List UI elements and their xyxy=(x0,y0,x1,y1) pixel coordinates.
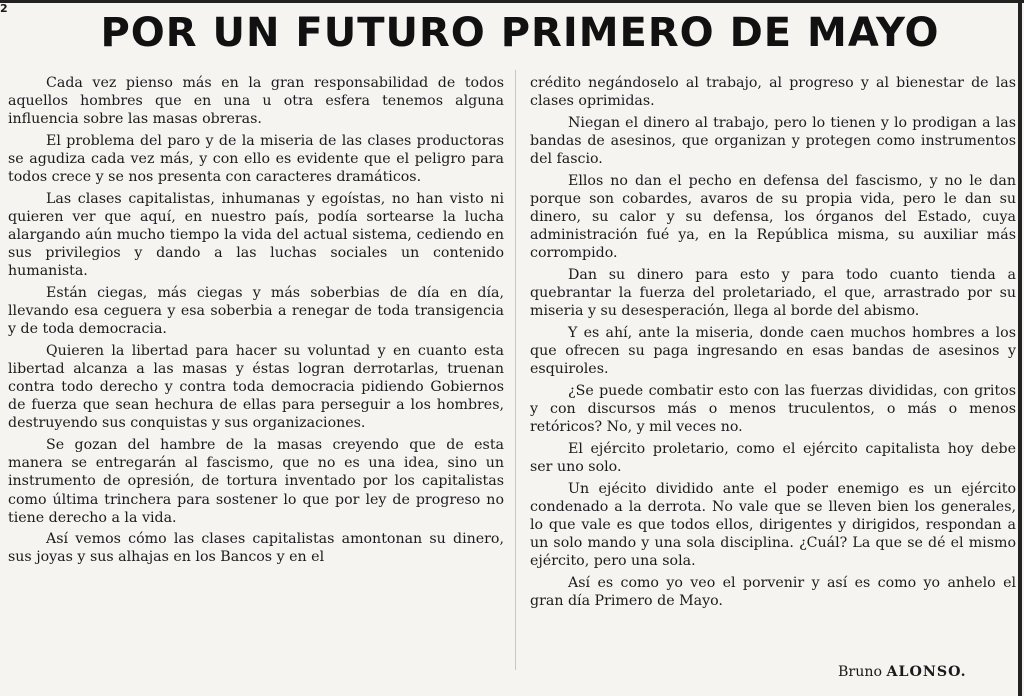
paragraph: Ellos no dan el pecho en defensa del fascismo, y no le dan porque son cobardes, avaros de su propia vida, pero le dan su dinero, su calor y su defensa, los órganos del Estado, cuya administración fué ya, en la República misma, su auxiliar más corrompido. xyxy=(530,172,1016,262)
paragraph: Se gozan del hambre de la masas creyendo que de esta manera se entregarán al fascismo, que no es una idea, sino un instrumento de opresión, de tortura inventado por los capitalistas como última trinchera para sostener lo que por ley de progreso no tiene derecho a la vida. xyxy=(8,437,504,526)
paragraph: Cada vez pienso más en la gran responsabilidad de todos aquellos hombres que en una u otra esfera tenemos alguna influencia sobre las masas obreras. xyxy=(8,75,504,128)
paragraph: Y es ahí, ante la miseria, donde caen muchos hombres a los que ofrecen su paga ingresando en esas bandas de asesinos y esquiroles. xyxy=(530,324,1016,378)
paragraph: Quieren la libertad para hacer su voluntad y en cuanto esta libertad alcanza a las masas y éstas logran derrotarlas, truenan contra todo derecho y contra toda democracia pidiendo Gobiernos de fuerza que sean hechura de ellas para perseguir a los hombres, destruyendo sus conquistas y sus organizaciones. xyxy=(8,343,504,432)
paragraph: Están ciegas, más ciegas y más soberbias de día en día, llevando esa ceguera y esa soberbia a renegar de toda transigencia y de toda democracia. xyxy=(8,285,504,338)
paragraph: Niegan el dinero al trabajo, pero lo tienen y lo prodigan a las bandas de asesinos, que organizan y protegen como instrumentos del fascio. xyxy=(530,114,1016,168)
paragraph: Así vemos cómo las clases capitalistas amontonan su dinero, sus joyas y sus alhajas en los Bancos y en el xyxy=(8,531,504,566)
author-last-name: ALONSO. xyxy=(886,664,967,680)
paragraph: Así es como yo veo el porvenir y así es como yo anhelo el gran día Primero de Mayo. xyxy=(530,574,1016,610)
right-border-rule xyxy=(1018,0,1022,696)
author-first-name: Bruno xyxy=(838,664,883,680)
paragraph: Un ejécito dividido ante el poder enemigo es un ejército condenado a la derrota. No vale que se lleven bien los generales, lo que vale es que todos ellos, dirigentes y dirigidos, respondan a un solo mando y una sola disciplina. ¿Cuál? La que se dé el mismo ejército, pero una sola. xyxy=(530,480,1016,570)
paragraph: Dan su dinero para esto y para todo cuanto tienda a quebrantar la fuerza del proletariado, el que, arrastrado por su miseria y su desesperación, llega al borde del abismo. xyxy=(530,267,1016,320)
headline: POR UN FUTURO PRIMERO DE MAYO xyxy=(100,10,940,56)
paragraph: El problema del paro y de la miseria de las clases productoras se agudiza cada vez más, y con ello es evidente que el peligro para todos crece y se nos presenta con caracteres dramáticos. xyxy=(8,132,504,186)
paragraph: El ejército proletario, como el ejército capitalista hoy debe ser uno solo. xyxy=(530,440,1016,475)
page-corner-number: 2 xyxy=(0,2,8,15)
paragraph: Las clases capitalistas, inhumanas y egoístas, no han visto ni quieren ver que aquí, en nuestro país, podía sortearse la lucha alargando aún mucho tiempo la vida del actual sistema, cediendo en sus privilegios y dando a las luchas sociales un contenido humanista. xyxy=(8,190,504,280)
article-column-right xyxy=(530,74,1016,614)
paragraph: ¿Se puede combatir esto con las fuerzas divididas, con gritos y con discursos más o menos truculentos, o más o menos retóricos? No, y mil veces no. xyxy=(530,382,1016,436)
column-divider xyxy=(515,70,516,670)
paragraph: crédito negándoselo al trabajo, al progreso y al bienestar de las clases oprimidas. xyxy=(530,75,1016,110)
author-signature xyxy=(838,664,967,680)
article-column-left xyxy=(8,74,504,570)
